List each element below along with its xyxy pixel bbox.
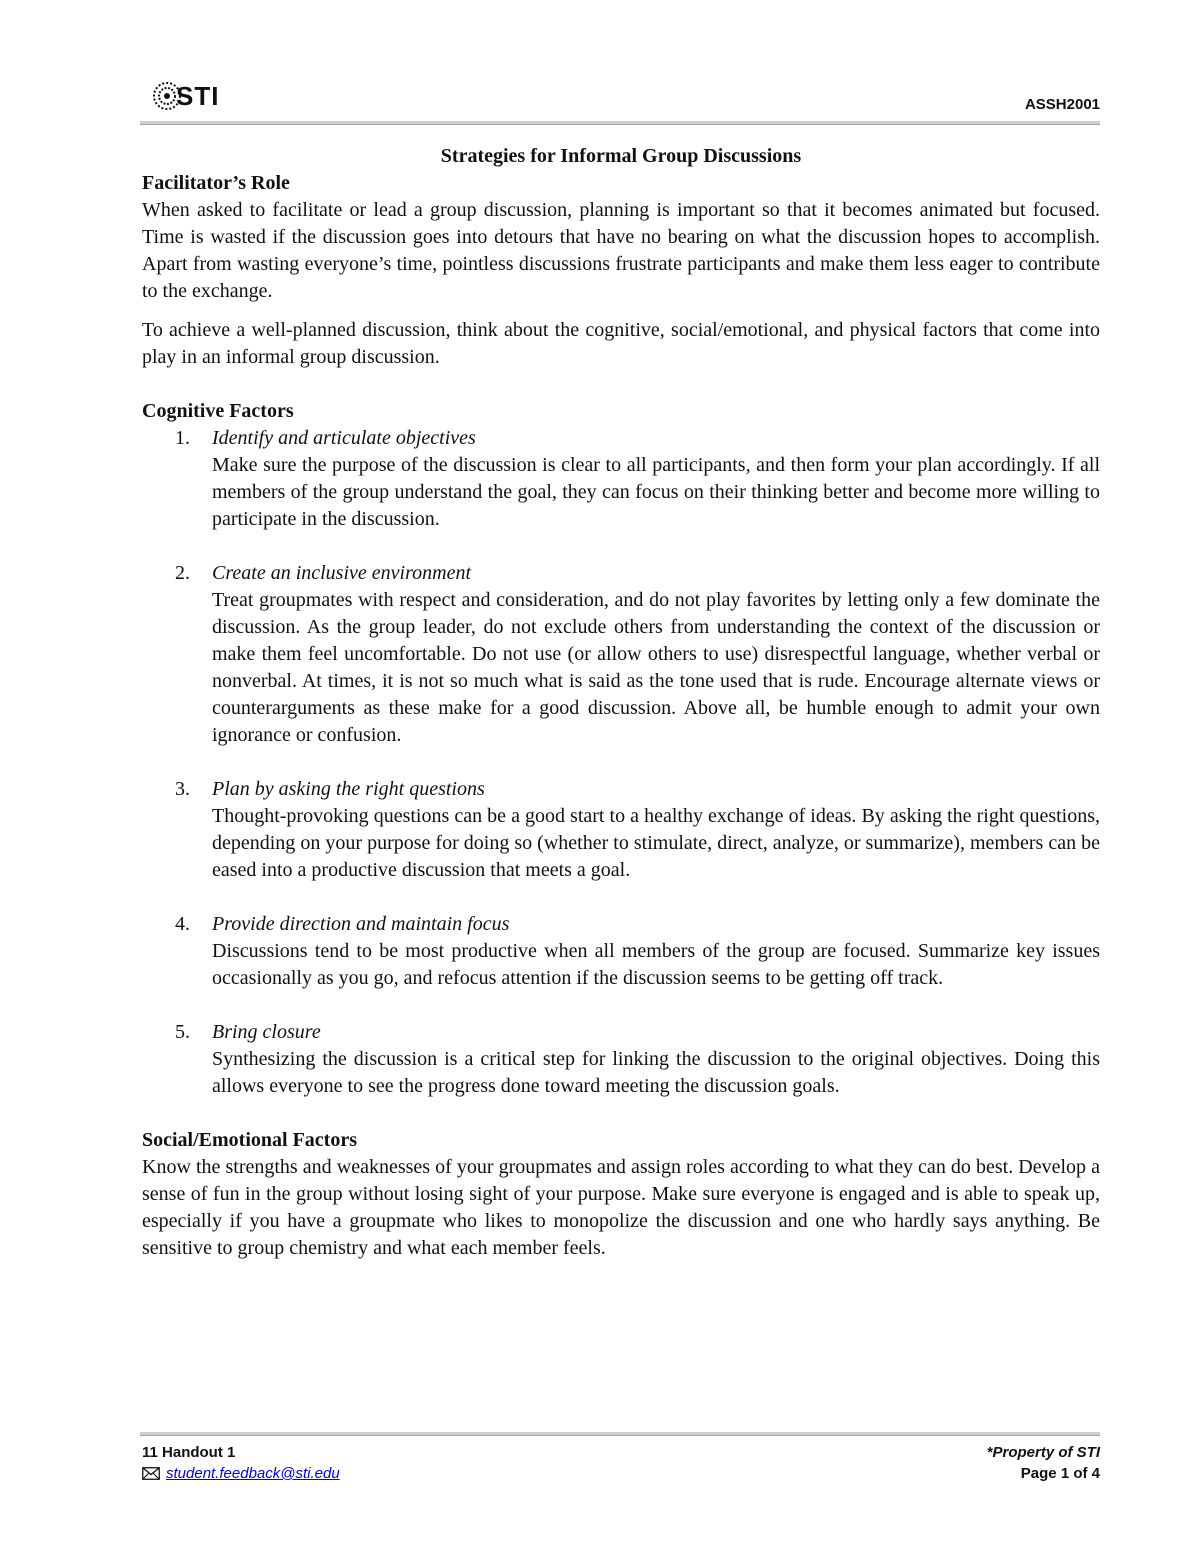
- list-item: [142, 425, 1100, 533]
- social-heading: Social/Emotional Factors: [142, 1129, 357, 1151]
- list-item: [142, 560, 1100, 749]
- list-item-body: Thought-provoking questions can be a good start to a healthy exchange of ideas. By asking the right questions, depending on your purpose for doing so (whether to stimulate, direct, analyze, or summarize), members can be eased into a productive discussion that meets a goal.: [212, 805, 1100, 881]
- page-title: Strategies for Informal Group Discussions: [440, 145, 802, 167]
- list-item-title: Bring closure: [212, 1021, 321, 1043]
- list-item-number: 1.: [175, 427, 190, 449]
- list-item-body: Make sure the purpose of the discussion is clear to all participants, and then form your plan accordingly. If all members of the group understand the goal, they can focus on their thinking better and become more willing to participate in the discussion.: [212, 454, 1100, 530]
- page-header: [140, 78, 1100, 126]
- page-number: Page 1 of 4: [1020, 1465, 1100, 1482]
- list-item-title: Identify and articulate objectives: [212, 427, 476, 449]
- cognitive-factor-list: [142, 425, 1100, 1100]
- course-code: ASSH2001: [1024, 96, 1100, 113]
- facilitator-heading: Facilitator’s Role: [142, 172, 290, 194]
- list-item-number: 3.: [175, 778, 190, 800]
- list-item-body: Synthesizing the discussion is a critical step for linking the discussion to the original objectives. Doing this allows everyone to see the progress done toward meeting the discussion goals.: [212, 1048, 1100, 1097]
- sti-logo: [152, 78, 219, 114]
- cognitive-heading: Cognitive Factors: [142, 400, 294, 422]
- list-item-body: Discussions tend to be most productive when all members of the group are focused. Summarize key issues occasionally as you go, and refocus attention if the discussion seems to be getting off track.: [212, 940, 1100, 989]
- handout-label: 11 Handout 1: [142, 1444, 236, 1461]
- email-link[interactable]: student.feedback@sti.edu: [166, 1465, 340, 1482]
- property-notice: *Property of STI: [986, 1444, 1100, 1461]
- social-paragraph: Know the strengths and weaknesses of your groupmates and assign roles according to what they can do best. Develop a sense of fun in the group without losing sight of your purpose. Make sure everyone is engaged and is able to speak up, especially if you have a groupmate who likes to monopolize the discussion and one who hardly says anything. Be sensitive to group chemistry and what each member feels.: [142, 1156, 1100, 1259]
- mail-icon: [142, 1467, 160, 1480]
- list-item-title: Plan by asking the right questions: [212, 778, 485, 800]
- list-item-title: Create an inclusive environment: [212, 562, 472, 584]
- logo-text: STI: [176, 80, 220, 111]
- header-divider: [140, 121, 1100, 125]
- list-item-title: Provide direction and maintain focus: [212, 913, 510, 935]
- list-item-number: 2.: [175, 562, 190, 584]
- list-item: [142, 1019, 1100, 1100]
- list-item: [142, 911, 1100, 992]
- list-item-number: 5.: [175, 1021, 190, 1043]
- footer-divider: [140, 1432, 1100, 1436]
- list-item: [142, 776, 1100, 884]
- document-body: [142, 140, 1100, 1262]
- list-item-body: Treat groupmates with respect and consideration, and do not play favorites by letting only a few dominate the discussion. As the group leader, do not exclude others from understanding the context of the discussion or make them feel uncomfortable. Do not use (or allow others to use) disrespectful language, whether verbal or nonverbal. At times, it is not so much what is said as the tone used that is rude. Encourage alternate views or counterarguments as these make for a good discussion. Above all, be humble enough to admit your own ignorance or confusion.: [212, 589, 1100, 746]
- facilitator-paragraph-1: When asked to facilitate or lead a group discussion, planning is important so that it becomes animated but focused. Time is wasted if the discussion goes into detours that have no bearing on what the discussion hopes to accomplish. Apart from wasting everyone’s time, pointless discussions frustrate participants and make them less eager to contribute to the exchange.: [142, 199, 1100, 302]
- facilitator-paragraph-2: To achieve a well-planned discussion, think about the cognitive, social/emotional, and physical factors that come into play in an informal group discussion.: [142, 319, 1100, 368]
- list-item-number: 4.: [175, 913, 190, 935]
